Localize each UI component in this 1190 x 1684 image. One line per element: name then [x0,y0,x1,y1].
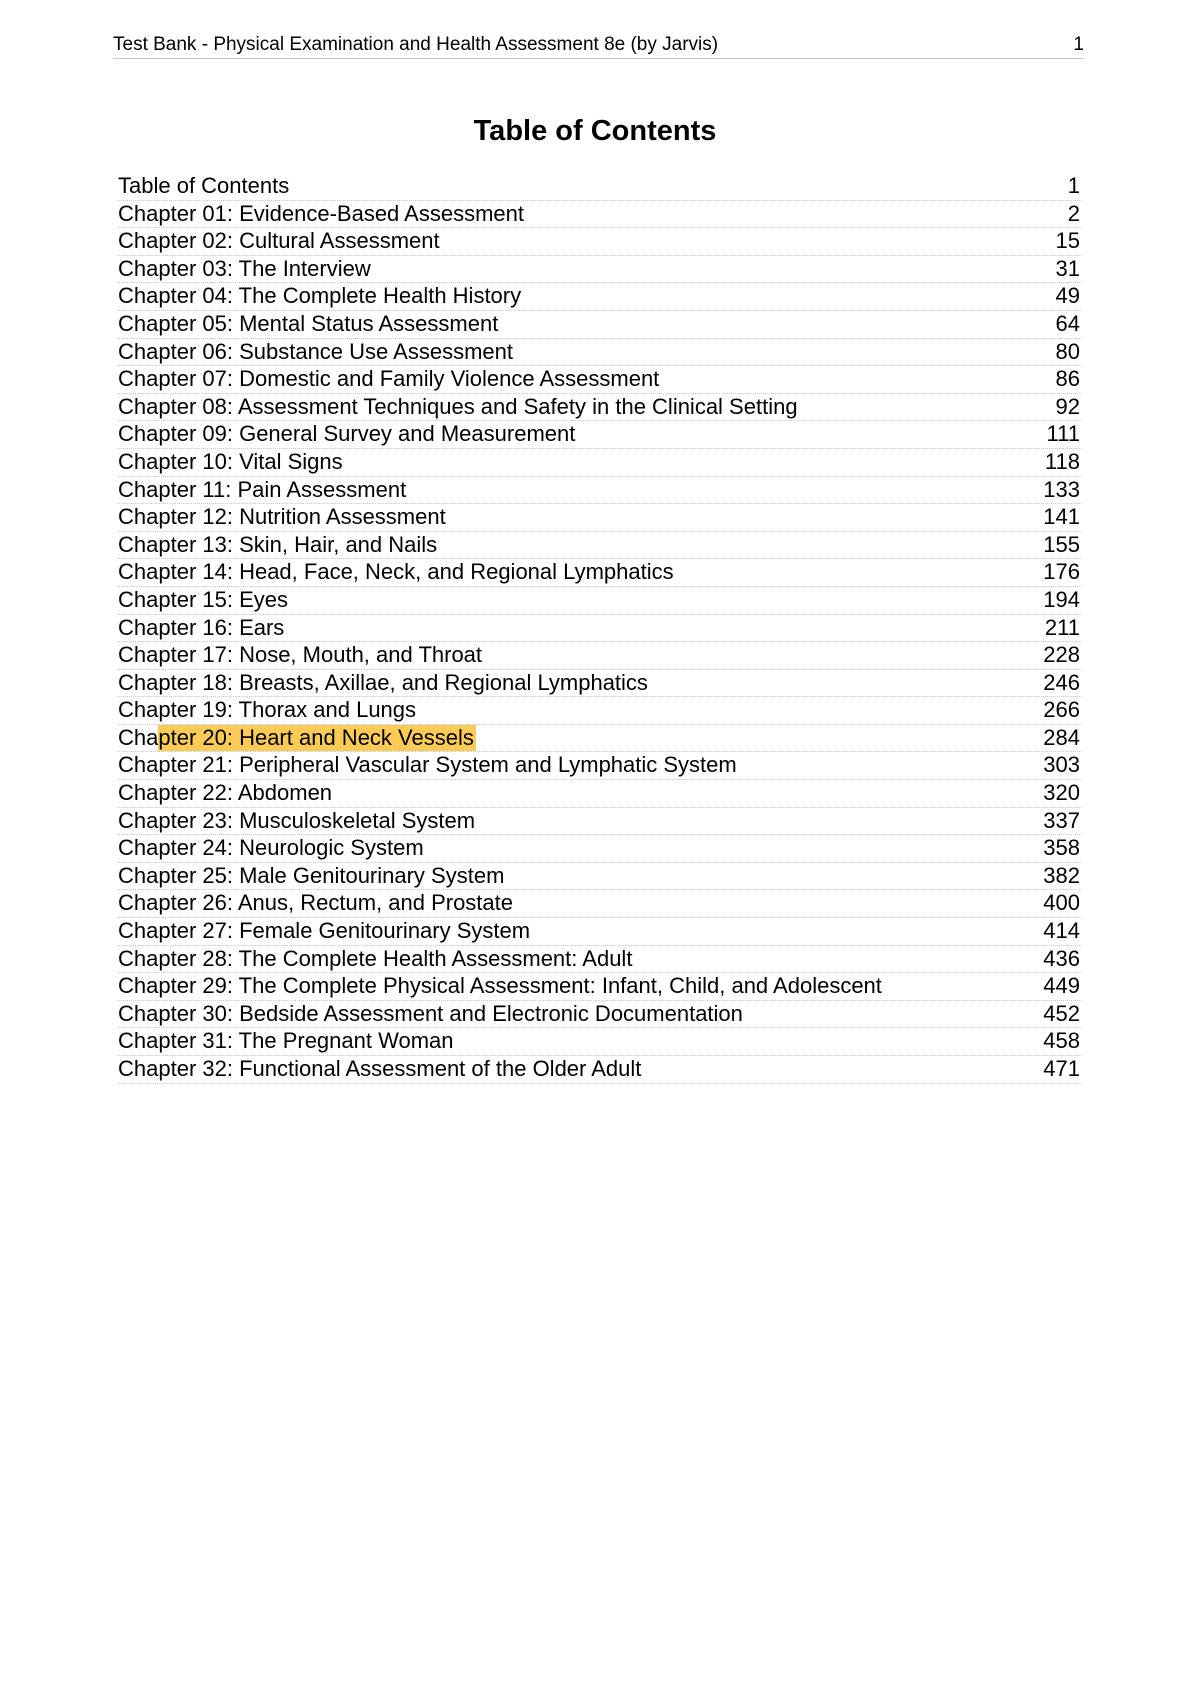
toc-entry[interactable] [117,394,1082,422]
header-title: Test Bank - Physical Examination and Health Assessment 8e (by Jarvis) [113,34,719,55]
toc-entry-page-number: 246 [1043,669,1080,695]
toc-entry-title[interactable]: Chapter 17: Nose, Mouth, and Throat [118,642,483,668]
toc-entry[interactable] [117,835,1082,863]
toc-entry-title[interactable]: Chapter 09: General Survey and Measurement [118,421,576,447]
toc-entry-page-number: 211 [1044,614,1080,640]
page-header [113,32,1084,59]
toc-entry[interactable] [117,559,1082,587]
toc-entry-page-number: 452 [1043,1000,1080,1026]
toc-entry-title[interactable]: Chapter 12: Nutrition Assessment [118,504,446,530]
toc-entry[interactable] [117,1028,1082,1056]
toc-entry-title[interactable]: Chapter 21: Peripheral Vascular System and Lymphatic System [118,752,737,778]
toc-entry-page-number: 228 [1043,642,1080,668]
toc-entry-title[interactable]: Chapter 02: Cultural Assessment [118,228,440,254]
toc-entry-title[interactable]: Chapter 10: Vital Signs [118,448,343,474]
toc-entry[interactable] [117,228,1082,256]
toc-entry-title[interactable]: Chapter 25: Male Genitourinary System [118,862,505,888]
header-page-number: 1 [1073,34,1084,55]
toc-entry-page-number: 1 [1067,173,1080,198]
toc-entry-page-number: 358 [1043,835,1080,861]
toc-entry[interactable] [117,504,1082,532]
toc-entry[interactable] [117,863,1082,891]
toc-entry-title-prefix: Cha [118,724,159,750]
toc-entry-page-number: 64 [1055,310,1080,336]
toc-entry[interactable] [117,477,1082,505]
toc-entry[interactable] [117,283,1082,311]
toc-entry-title[interactable]: Chapter 23: Musculoskeletal System [118,807,476,833]
toc-entry-title[interactable]: Chapter 16: Ears [118,614,285,640]
toc-entry-title[interactable]: Chapter 27: Female Genitourinary System [118,918,531,944]
toc-entry[interactable] [117,1056,1082,1084]
toc-entry[interactable] [117,752,1082,780]
toc-entry[interactable] [117,725,1082,753]
toc-entry-page-number: 458 [1043,1028,1080,1054]
toc-entry-page-number: 337 [1043,807,1080,833]
toc-entry-page-number: 449 [1043,973,1080,999]
toc-entry[interactable] [117,697,1082,725]
toc-entry-page-number: 2 [1067,200,1080,226]
toc-entry-title[interactable]: Chapter 32: Functional Assessment of the Older Adult [118,1056,642,1081]
page-title: Table of Contents [473,115,717,147]
toc-entry-title[interactable]: Chapter 07: Domestic and Family Violence Assessment [118,366,660,392]
toc-entry[interactable] [117,256,1082,284]
toc-entry[interactable] [117,201,1082,229]
toc-entry-page-number: 31 [1055,255,1080,281]
toc-entry-title[interactable]: Chapter 04: The Complete Health History [118,283,522,309]
toc-entry-page-number: 92 [1055,393,1080,419]
toc-entry-page-number: 471 [1043,1056,1080,1081]
toc-entry-page-number: 194 [1043,586,1080,612]
toc-entry-page-number: 303 [1043,752,1080,778]
toc-entry-title[interactable]: Chapter 05: Mental Status Assessment [118,310,499,336]
toc-entry[interactable] [117,366,1082,394]
toc-entry-title[interactable]: Chapter 28: The Complete Health Assessment: Adult [118,945,633,971]
toc-entry-title[interactable]: Chapter 19: Thorax and Lungs [118,697,417,723]
toc-entry-title[interactable]: Chapter 01: Evidence-Based Assessment [118,200,525,226]
toc-entry-title[interactable]: Chapter 29: The Complete Physical Assessment: Infant, Child, and Adolescent [118,973,882,999]
toc-entry-page-number: 382 [1043,862,1080,888]
toc-entry-page-number: 155 [1043,531,1080,557]
toc-entry[interactable] [117,615,1082,643]
toc-entry-title[interactable]: Chapter 24: Neurologic System [118,835,424,861]
toc-entry-page-number: 266 [1043,697,1080,723]
toc-entry-title[interactable]: Chapter 18: Breasts, Axillae, and Regional Lymphatics [118,669,648,695]
toc-entry[interactable] [117,890,1082,918]
toc-entry-title[interactable]: Chapter 26: Anus, Rectum, and Prostate [118,890,514,916]
toc-entry-title[interactable]: Chapter 06: Substance Use Assessment [118,338,513,364]
toc-entry-page-number: 176 [1043,559,1080,585]
table-of-contents [117,173,1082,1084]
toc-entry[interactable] [117,808,1082,836]
toc-entry-page-number: 49 [1055,283,1080,309]
toc-entry-page-number: 320 [1043,780,1080,806]
toc-entry[interactable] [117,421,1082,449]
toc-entry-title[interactable]: Chapter 15: Eyes [118,586,288,612]
toc-entry-page-number: 111 [1046,421,1080,447]
toc-entry-page-number: 133 [1043,476,1080,502]
toc-entry-title[interactable]: Chapter 31: The Pregnant Woman [118,1028,454,1054]
toc-entry-title[interactable]: Chapter 14: Head, Face, Neck, and Regional Lymphatics [118,559,674,585]
toc-entry[interactable] [117,311,1082,339]
toc-entry[interactable] [117,780,1082,808]
toc-entry-title[interactable]: Chapter 13: Skin, Hair, and Nails [118,531,438,557]
toc-entry[interactable] [117,339,1082,367]
toc-entry-title[interactable]: Table of Contents [118,173,290,198]
toc-entry-title[interactable] [118,725,476,751]
toc-entry-title[interactable]: Chapter 08: Assessment Techniques and Safety in the Clinical Setting [118,393,798,419]
toc-entry-page-number: 414 [1043,918,1080,944]
toc-entry-page-number: 15 [1055,228,1080,254]
toc-entry-title[interactable]: Chapter 11: Pain Assessment [118,476,407,502]
toc-entry-page-number: 141 [1043,504,1080,530]
toc-entry[interactable] [117,946,1082,974]
toc-entry-page-number: 436 [1043,945,1080,971]
toc-entry[interactable] [117,973,1082,1001]
toc-entry-title[interactable]: Chapter 30: Bedside Assessment and Electronic Documentation [118,1000,743,1026]
toc-entry[interactable] [117,587,1082,615]
toc-entry[interactable] [117,642,1082,670]
toc-entry-page-number: 400 [1043,890,1080,916]
toc-entry[interactable] [117,449,1082,477]
toc-entry[interactable] [117,918,1082,946]
toc-entry[interactable] [117,532,1082,560]
toc-entry-title[interactable]: Chapter 03: The Interview [118,255,371,281]
toc-entry-page-number: 284 [1043,724,1080,750]
toc-entry-title[interactable]: Chapter 22: Abdomen [118,780,333,806]
toc-entry-page-number: 86 [1055,366,1080,392]
highlighted-text: pter 20: Heart and Neck Vessels [158,724,474,750]
toc-entry[interactable] [117,173,1082,201]
toc-entry-page-number: 118 [1044,448,1080,474]
toc-entry-page-number: 80 [1055,338,1080,364]
toc-entry[interactable] [117,1001,1082,1029]
toc-entry[interactable] [117,670,1082,698]
